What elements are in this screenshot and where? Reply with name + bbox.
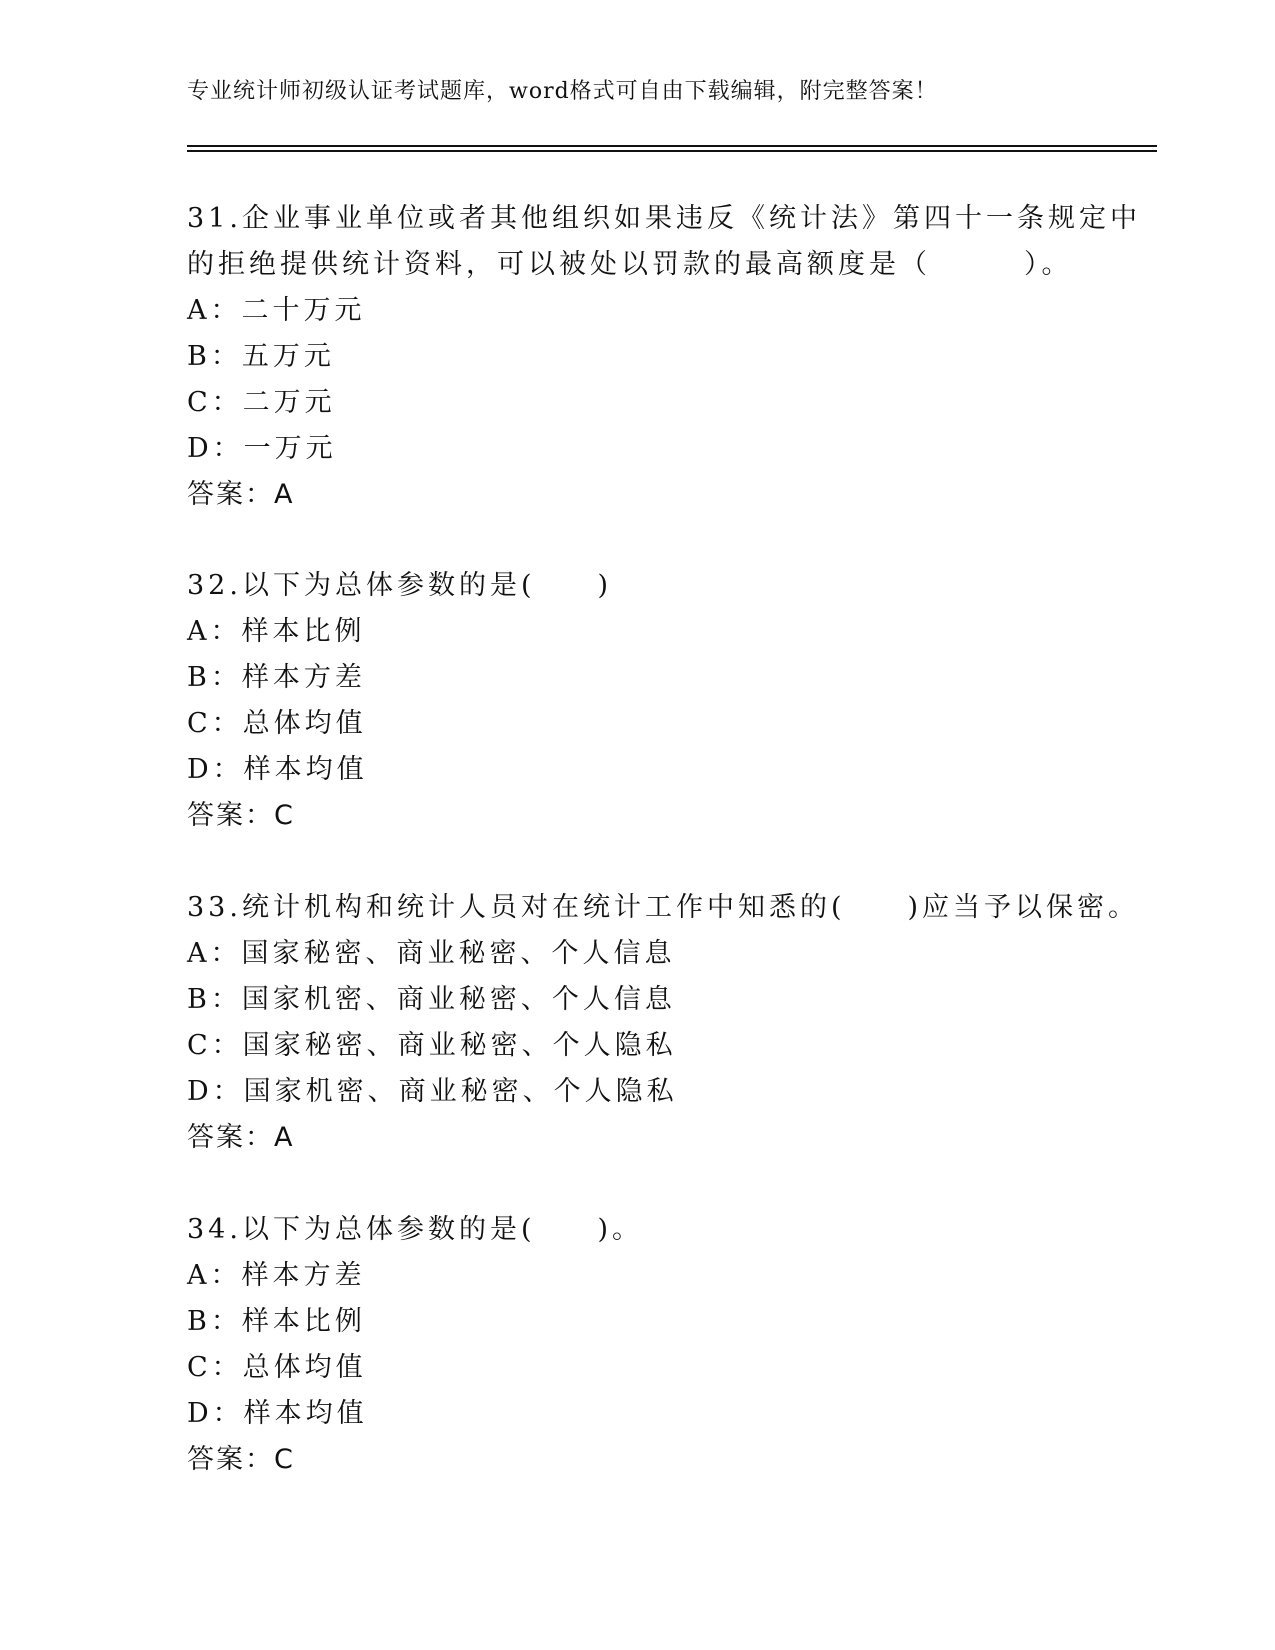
option-b: B：国家机密、商业秘密、个人信息	[187, 984, 676, 1015]
option-a: A：国家秘密、商业秘密、个人信息	[187, 938, 676, 969]
question-stem-line: 34.以下为总体参数的是( )。	[187, 1214, 644, 1245]
question-32	[187, 563, 1087, 839]
question-34	[187, 1207, 1087, 1483]
option-d: D：样本均值	[187, 1398, 368, 1429]
answer-label: 答案：C	[187, 800, 295, 831]
question-stem-line: 33.统计机构和统计人员对在统计工作中知悉的( )应当予以保密。	[187, 892, 1140, 923]
option-c: C：总体均值	[187, 708, 367, 739]
option-c: C：二万元	[187, 387, 336, 418]
answer-label: 答案：A	[187, 1122, 295, 1153]
question-stem-line: 32.以下为总体参数的是( )	[187, 570, 613, 601]
header-divider	[187, 145, 1157, 152]
option-a: A：样本比例	[187, 616, 366, 647]
question-stem-line: 的拒绝提供统计资料，可以被处以罚款的最高额度是（ ）。	[187, 249, 1073, 280]
option-c: C：总体均值	[187, 1352, 367, 1383]
option-b: B：样本比例	[187, 1306, 366, 1337]
option-d: D：一万元	[187, 433, 337, 464]
question-33	[187, 885, 1140, 1161]
option-d: D：样本均值	[187, 754, 368, 785]
answer-label: 答案：A	[187, 479, 295, 510]
option-b: B：样本方差	[187, 662, 366, 693]
answer-label: 答案：C	[187, 1444, 295, 1475]
question-31	[187, 196, 1141, 518]
option-c: C：国家秘密、商业秘密、个人隐私	[187, 1030, 677, 1061]
option-a: A：样本方差	[187, 1260, 366, 1291]
header-text: 专业统计师初级认证考试题库，word格式可自由下载编辑，附完整答案！	[187, 79, 938, 104]
option-d: D：国家机密、商业秘密、个人隐私	[187, 1076, 678, 1107]
option-b: B：五万元	[187, 341, 335, 372]
option-a: A：二十万元	[187, 295, 366, 326]
question-stem-line: 31.企业事业单位或者其他组织如果违反《统计法》第四十一条规定中	[187, 203, 1141, 234]
